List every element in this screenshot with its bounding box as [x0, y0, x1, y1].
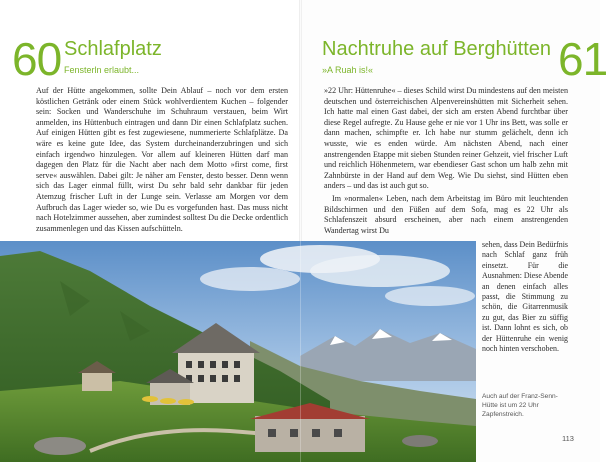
- right-chapter-subtitle: »A Ruah is!«: [322, 65, 374, 75]
- left-paragraph: Auf der Hütte angekommen, sollte Dein Ablauf – noch vor dem ersten köstlichen Getränk oder einem Stück wohlverdientem Kuchen – folgender sein: Socken und Wanderschuhe im Schuhraum verstauen, beim Wirt anmelden, ins Hüttenbuch eintragen und dann Dir einen Schlafplatz suchen. Auf einigen Hütten gibt es fest zugewiesene, nummerierte Schlafplätze. Da wäre es keine gute Idee, das System durcheinanderzubringen und sich einfach irgendwo hinzulegen. Vor allem auf kleineren Hütten darf man dagegen den Platz für die Nacht aber nach dem Motto »first come, first serve« auswählen. Dabei gilt: Je näher am Fenster, desto besser. Denn wenn sich das Lager einmal füllt, wirst Du sehr bald sehr dankbar für jeden Atemzug frischer Luft in der Lunge sein. Verlasse am Morgen vor dem Aufbruch das Lager wieder so, wie Du es vorgefunden hast. Das muss nicht nach Hotelzimmer aussehen, aber zumindest solltest Du die Decke ordentlich zusammenlegen und das Kissen aufschütteln.: [36, 86, 288, 233]
- right-wrap-text: [482, 240, 568, 356]
- left-chapter-subtitle: Fensterln erlaubt...: [64, 65, 140, 75]
- right-chapter-number: 61: [558, 33, 607, 85]
- photo-illustration: [0, 241, 476, 462]
- right-chapter-title: Nachtruhe auf Berghütten: [322, 38, 552, 60]
- left-body-text: [36, 86, 288, 236]
- photo-caption: Auch auf der Franz-Senn-Hütte ist um 22 Uhr Zapfenstreich.: [482, 393, 558, 418]
- right-body-text: [324, 86, 568, 238]
- mountain-hut-photo: [0, 241, 476, 462]
- left-chapter-number: 60: [12, 33, 62, 85]
- page-number: 113: [562, 434, 574, 443]
- right-wrap-paragraph: sehen, dass Dein Bedürfnis nach Schlaf ganz früh einsetzt. Für die Ausnahmen: Diese Abende an denen einfach alles passt, die Stimmung zu schön, die Gitarrenmusik zu gut, das Bier zu süffig ist. Dann lohnt es sich, ob der Hüttenruhe ein wenig noch hinten verschoben.: [482, 240, 568, 354]
- left-chapter-title: Schlafplatz: [64, 38, 162, 60]
- right-paragraph: Im »normalen« Leben, nach dem Arbeitstag im Büro mit leuchtenden Bildschirmen und den Füßen auf dem Sofa, mag es 22 Uhr als Schlafenszeit absurd erscheinen, aber nach einem anstrengenden Wandertag wirst Du: [324, 193, 568, 235]
- right-paragraph: »22 Uhr: Hüttenruhe« – dieses Schild wirst Du mindestens auf den meisten deutschen und österreichischen Alpenvereinshütten mit Sicherheit sehen. Ich hatte mal einen Gast dabei, der sich am ersten Abend furchtbar über diese Regel aufregte. Zu Hause gehe er nie vor 1 Uhr ins Bett, was solle er dann machen, schimpfte er. Ich habe nur stumm gelächelt, denn ich wusste, wie es enden würde. Am nächsten Abend, nach einer anstrengenden Etappe mit sieben Stunden reiner Gehzeit, viel frischer Luft und reichlich Höhenmetern, war ebendieser Gast schon um halb zehn mit Zahnbürste in der Hand auf dem Weg. Wie Du siehst, sind Hütten eben anders – und das ist auch gut so.: [324, 86, 568, 191]
